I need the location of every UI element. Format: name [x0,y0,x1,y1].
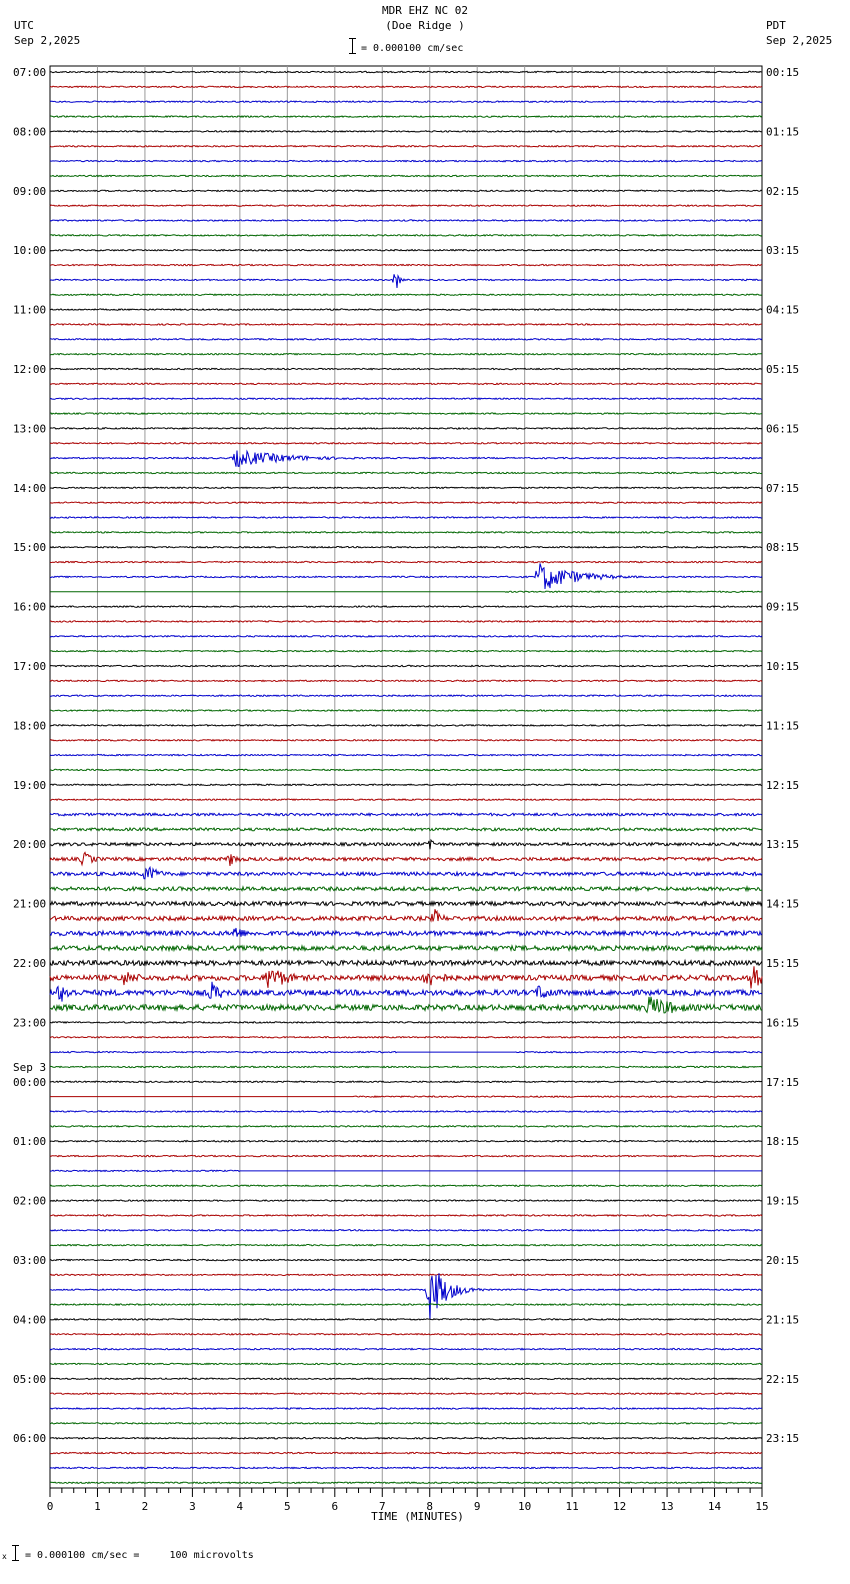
trace-line [50,740,762,741]
trace-line [50,294,762,295]
trace-line [50,190,762,191]
trace-line [50,1452,762,1453]
trace-line [50,902,762,906]
trace-line [50,966,762,988]
right-hour-label: 19:15 [766,1194,800,1208]
left-hour-label: 17:00 [13,660,47,673]
seismic-traces [50,71,762,1483]
left-hour-label: 18:00 [13,719,47,733]
trace-line [50,946,762,951]
footer-scale-note: = 0.000100 cm/sec = 100 microvolts [25,1550,254,1561]
right-date: Sep 2,2025 [766,34,833,47]
trace-line [50,909,762,921]
right-timezone: PDT [766,19,786,32]
x-tick-label: 13 [660,1500,674,1513]
trace-line [50,517,762,518]
trace-line [50,1141,762,1142]
right-hour-label: 01:15 [766,125,800,139]
trace-line [50,502,762,503]
trace-line [50,1438,762,1439]
left-hour-label: 20:00 [13,838,47,852]
trace-line [50,175,762,176]
x-tick-label: 14 [707,1500,722,1513]
trace-line [50,1096,762,1097]
right-hour-label: 16:15 [766,1016,800,1030]
left-hour-label: 22:00 [13,957,47,970]
trace-line [50,1051,762,1052]
trace-line [50,309,762,310]
scale-text: = 0.000100 cm/sec [361,43,464,54]
x-tick-label: 8 [426,1500,434,1513]
trace-line [50,561,762,562]
trace-line [50,591,762,592]
left-hour-label: 11:00 [13,303,47,317]
trace-line [50,799,762,800]
trace-line [50,1155,762,1156]
left-hour-label: 03:00 [13,1254,47,1267]
left-hour-label: 13:00 [13,422,47,436]
trace-line [50,1408,762,1409]
trace-line [50,828,762,831]
trace-line [50,1230,762,1231]
x-tick-label: 6 [331,1500,339,1513]
trace-line [50,451,762,467]
right-hour-label: 03:15 [766,244,800,258]
right-hour-label: 09:15 [766,600,800,614]
left-hour-label: 10:00 [13,244,47,258]
trace-line [50,1126,762,1127]
trace-line [50,398,762,399]
trace-line [50,324,762,325]
trace-line [50,1423,762,1424]
trace-line [50,606,762,607]
trace-line [50,1363,762,1364]
trace-line [50,784,762,785]
trace-line [50,1319,762,1320]
trace-line [50,636,762,637]
left-hour-label: 21:00 [13,897,47,911]
trace-line [50,563,762,589]
left-hour-label: 14:00 [13,481,47,495]
left-hour-label: 07:00 [13,66,47,79]
x-tick-label: 11 [565,1500,579,1513]
trace-line [50,101,762,102]
right-hour-label: 06:15 [766,422,800,436]
right-hour-label: 07:15 [766,481,800,495]
trace-line [50,1482,762,1483]
trace-line [50,754,762,755]
x-tick-label: 9 [473,1500,481,1513]
left-hour-label: 09:00 [13,184,47,198]
trace-line [50,1393,762,1394]
trace-line [50,961,762,966]
x-tick-label: 3 [189,1500,196,1513]
trace-line [50,368,762,369]
right-hour-label: 18:15 [766,1135,800,1149]
left-hour-label: 00:00 [13,1075,47,1089]
trace-line [50,220,762,221]
right-hour-label: 12:15 [766,778,800,792]
trace-line [50,413,762,414]
trace-line [50,1259,762,1260]
trace-line [50,71,762,72]
trace-line [50,680,762,681]
trace-line [50,428,762,429]
trace-line [50,1111,762,1112]
left-hour-label: 08:00 [13,125,47,139]
trace-line [50,769,762,770]
trace-line [50,205,762,206]
trace-line [50,487,762,488]
trace-line [50,1273,762,1319]
trace-line [50,887,762,891]
trace-line [50,1304,762,1305]
trace-line [50,1467,762,1468]
subtitle: (Doe Ridge ) [385,19,465,32]
trace-line [50,997,762,1013]
trace-line [50,250,762,251]
trace-line [50,472,762,473]
x-tick-label: 2 [141,1500,149,1513]
trace-line [50,354,762,355]
trace-line [50,160,762,161]
x-tick-label: 5 [284,1500,291,1513]
x-tick-label: 7 [378,1500,386,1513]
x-tick-label: 15 [755,1500,769,1513]
left-hour-label: 02:00 [13,1194,47,1208]
trace-line [50,116,762,117]
x-tick-label: 10 [518,1500,532,1513]
trace-line [50,443,762,444]
left-hour-label: 15:00 [13,541,47,555]
trace-line [50,146,762,147]
trace-line [50,621,762,622]
trace-line [50,1081,762,1082]
trace-line [50,1274,762,1275]
right-hour-label: 00:15 [766,66,800,79]
trace-line [50,1185,762,1186]
trace-line [50,1066,762,1067]
trace-line [50,710,762,711]
date-change-label: Sep 3 [13,1060,47,1074]
trace-line [50,1200,762,1201]
left-hour-label: 16:00 [13,600,47,614]
trace-line [50,1378,762,1379]
right-hour-label: 21:15 [766,1313,800,1327]
trace-line [50,547,762,548]
trace-line [50,86,762,87]
right-hour-label: 17:15 [766,1075,800,1089]
left-date: Sep 2,2025 [14,34,81,47]
trace-line [50,383,762,384]
trace-line [50,1037,762,1038]
trace-line [50,651,762,652]
left-hour-label: 12:00 [13,363,47,376]
trace-line [50,695,762,696]
trace-line [50,867,762,879]
right-hour-label: 20:15 [766,1254,800,1267]
trace-line [50,532,762,533]
left-hour-label: 23:00 [13,1016,47,1030]
x-tick-label: 0 [46,1500,54,1513]
left-hour-label: 04:00 [13,1313,47,1327]
trace-line [50,1170,762,1171]
right-hour-label: 23:15 [766,1432,800,1446]
left-hour-label: 05:00 [13,1372,47,1386]
right-hour-label: 02:15 [766,184,800,198]
right-hour-label: 05:15 [766,363,800,376]
trace-line [50,274,762,288]
trace-line [50,1022,762,1023]
trace-line [50,928,762,937]
right-hour-label: 04:15 [766,303,800,317]
footer-marker: x [2,1552,7,1561]
trace-line [50,1245,762,1246]
trace-line [50,264,762,265]
right-hour-label: 13:15 [766,838,800,852]
trace-line [50,235,762,236]
right-hour-label: 11:15 [766,719,800,733]
title: MDR EHZ NC 02 [381,4,469,17]
trace-line [50,339,762,340]
x-tick-label: 1 [94,1500,101,1513]
x-axis-label: TIME (MINUTES) [371,1510,464,1523]
right-hour-label: 15:15 [766,957,800,970]
hour-labels [13,66,799,1445]
left-hour-label: 01:00 [13,1135,47,1149]
right-hour-label: 22:15 [766,1372,800,1386]
trace-line [50,813,762,816]
trace-line [50,982,762,1002]
trace-line [50,725,762,726]
trace-line [50,1334,762,1335]
left-hour-label: 06:00 [13,1432,47,1446]
trace-line [50,1215,762,1216]
left-hour-label: 19:00 [13,778,47,792]
right-hour-label: 08:15 [766,541,800,555]
trace-line [50,1348,762,1349]
right-hour-label: 14:15 [766,897,800,911]
trace-line [50,840,762,849]
trace-line [50,131,762,132]
right-hour-label: 10:15 [766,660,800,673]
left-timezone: UTC [14,19,34,32]
x-tick-label: 4 [236,1500,244,1513]
trace-line [50,665,762,666]
trace-line [50,852,762,866]
footer-scale-bar-icon [12,1545,19,1561]
x-tick-label: 12 [612,1500,627,1513]
